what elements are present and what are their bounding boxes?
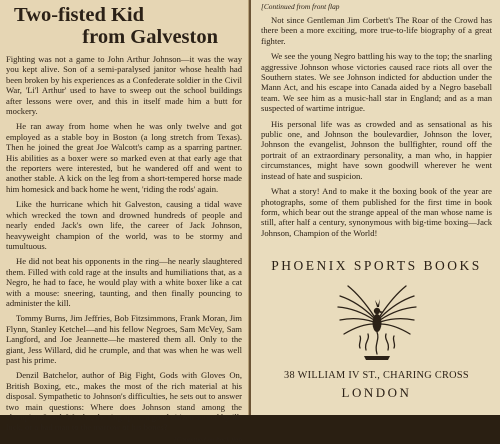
blurb-paragraph: We see the young Negro battling his way to the top; the snarling aggressive Johnson whose victories caused race riots all over the Southern states. We see Johnson indicted for abduction under the Mann Act, and his escape into Canada aided by a Negro baseball team. We see him as a music-hall star in England; and as a man suspected of wartime intrigue. bbox=[261, 51, 492, 114]
blurb-paragraph: Fighting was not a game to John Arthur Johnson—it was the way you kept alive. Son of a semi-paralysed janitor whose health had been broken by his experiences as a Confederate soldier in the Civil War, 'Li'l Arthur' used to have to sweep out the school buildings after lessons were over, and this in itself made him a butt for mockery. bbox=[6, 54, 242, 117]
blurb-paragraph: Not since Gentleman Jim Corbett's The Roar of the Crowd has there been a more exciting, more true-to-life biography of a great fighter. bbox=[261, 15, 492, 46]
front-flap bbox=[0, 0, 249, 444]
title-line-1: Two-fisted Kid bbox=[14, 4, 145, 26]
continued-note: [Continued on back flap bbox=[173, 435, 242, 444]
phoenix-emblem-icon bbox=[334, 278, 420, 362]
blurb-paragraph: He did not beat his opponents in the ring—he nearly slaughtered them. Filled with cold rage at the insults and humiliations that, as a Negro, he had to face, he would play with a white boxer like a cat with a mouse: sneering, taunting, and then finally pouncing to administer the kill. bbox=[6, 256, 242, 308]
publisher-city: LONDON bbox=[341, 385, 412, 401]
blurb-paragraph: Like the hurricane which hit Galveston, causing a tidal wave which wrecked the town and drowned hundreds of people and nearly ended Jack's own life, the career of Jack Johnson, heavyweight champion of the world, was to be stormy and tumultuous. bbox=[6, 199, 242, 251]
blurb-paragraph: He ran away from home when he was only twelve and got employed as a stable boy in Boston (a long stretch from Texas). Then he joined the great Joe Walcott's camp as a sparring partner. His abilities as a boxer were so marked even at that early age that the reporters were interested, but he wandered off and went to another stable. A kick on the leg from a short-tempered horse made him homesick and back home he went, 'riding the rods' again. bbox=[6, 121, 242, 194]
blurb-paragraph: His personal life was as crowded and as sensational as his public one, and Johnson the boulevardier, Johnson the lover, Johnson the evangelist, Johnson the bullfighter, round off the portrait of an extraordinary personality, a man who, in happier circumstances, might have sown goodwill wherever he went instead of hate and suspicion. bbox=[261, 118, 492, 181]
publisher-name: PHOENIX SPORTS BOOKS bbox=[271, 258, 482, 274]
blurb-paragraph: What a story! And to make it the boxing book of the year are photographs, some of them published for the first time in book form, which bear out the strange appeal of the man whose name is still, after half a century, synonymous with big-time boxing—Jack Johnson, Champion of the World! bbox=[261, 186, 492, 238]
book-title bbox=[6, 4, 242, 48]
title-line-2: from Galveston bbox=[82, 26, 218, 48]
publisher-address: 38 WILLIAM IV ST., CHARING CROSS bbox=[284, 370, 469, 382]
blurb-paragraph: Denzil Batchelor, author of Big Fight, Gods with Gloves On, British Boxing, etc., makes the most of the rich material at his disposal. Sympathetic to Johnson's difficulties, he sets out to answer two main questions: Where does Johnson stand among the champions? and: Was he, the ring apart, a good citizen soured by ill-luck, or a bad man to the marrow of his bones? bbox=[6, 370, 242, 433]
back-flap bbox=[251, 0, 500, 415]
blurb-paragraph: Tommy Burns, Jim Jeffries, Bob Fitzsimmons, Frank Moran, Jim Flynn, Stanley Ketchel—and his fellow Negroes, Sam McVey, Sam Langford, and Joe Jeannette—he mastered them all. Only to the giant, Jess Willard, did he crumple, and that was when he was well past his prime. bbox=[6, 313, 242, 365]
continued-note: [Continued from front flap bbox=[261, 2, 340, 11]
